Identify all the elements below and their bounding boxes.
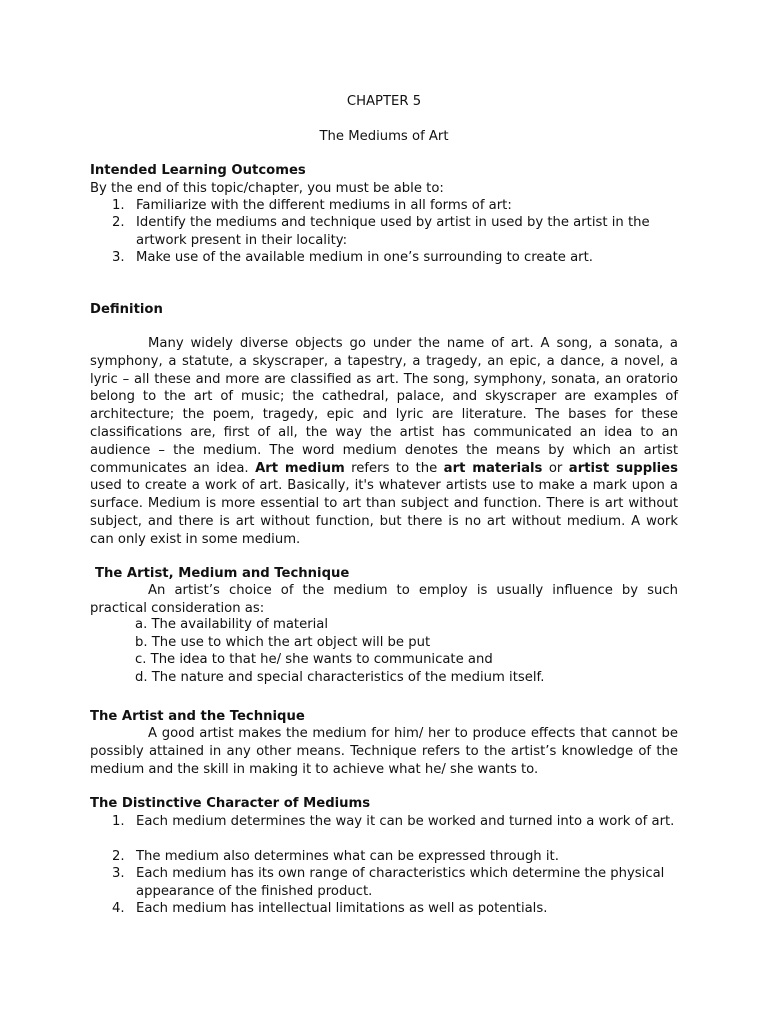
list-text: Each medium determines the way it can be worked and turned into a work of art. xyxy=(136,814,675,829)
at-paragraph: A good artist makes the medium for him/ her to produce effects that cannot be possibly attained in any other means. Technique refers to the artist’s knowledge of the medium and the skill in making it to achieve what he/ she wants to. xyxy=(90,726,678,777)
list-text: Familiarize with the different mediums in all forms of art: xyxy=(136,198,512,213)
list-number: 3. xyxy=(112,866,125,881)
list-number: 4. xyxy=(112,901,125,916)
definition-paragraph xyxy=(90,335,678,549)
text-run: used to create a work of art. Basically, it's whatever artists use to make a mark upon a surface. Medium is more essential to art than subject and function. There is art without subject, and there is art without function, but there is no art without medium. A work can only exist in some medium. xyxy=(90,478,678,547)
ilo-heading: Intended Learning Outcomes xyxy=(90,163,306,178)
amt-heading: The Artist, Medium and Technique xyxy=(95,566,350,581)
bold-term: Art medium xyxy=(255,460,345,476)
at-heading: The Artist and the Technique xyxy=(90,709,305,724)
list-number: 3. xyxy=(112,250,125,265)
list-item: b. The use to which the art object will be put xyxy=(135,635,431,650)
definition-heading: Definition xyxy=(90,302,163,317)
list-item: a. The availability of material xyxy=(135,617,329,632)
bold-term: art materials xyxy=(443,460,543,476)
list-text: Each medium has its own range of characteristics which determine the physical appearance of the finished product. xyxy=(136,866,665,899)
dcm-heading: The Distinctive Character of Mediums xyxy=(90,796,371,811)
text-run: refers to the xyxy=(344,460,444,476)
bold-term: artist supplies xyxy=(568,460,678,476)
page-title: The Mediums of Art xyxy=(319,129,449,144)
list-item: d. The nature and special characteristics of the medium itself. xyxy=(135,670,545,685)
list-text: Make use of the available medium in one’s surrounding to create art. xyxy=(136,250,593,265)
list-number: 2. xyxy=(112,215,125,230)
amt-intro: An artist’s choice of the medium to employ is usually influence by such practical consideration as: xyxy=(90,583,678,616)
list-item: c. The idea to that he/ she wants to communicate and xyxy=(135,652,493,667)
list-text: Each medium has intellectual limitations as well as potentials. xyxy=(136,901,548,916)
list-text: The medium also determines what can be expressed through it. xyxy=(136,849,559,864)
list-number: 1. xyxy=(112,198,125,213)
ilo-intro: By the end of this topic/chapter, you must be able to: xyxy=(90,181,444,196)
text-run: or xyxy=(542,460,569,476)
text-run: Many widely diverse objects go under the name of art. A song, a sonata, a symphony, a statute, a skyscraper, a tapestry, a tragedy, an epic, a dance, a novel, a lyric – all these and more are classified as art. The song, symphony, sonata, an oratorio belong to the art of music; the cathedral, palace, and skyscraper are examples of architecture; the poem, tragedy, epic and lyric are literature. The bases for these classifications are, first of all, the way the artist has communicated an idea to an audience – the medium. The word medium denotes the means by which an artist communicates an idea. xyxy=(90,336,678,476)
chapter-number: CHAPTER 5 xyxy=(346,94,422,109)
list-text: Identify the mediums and technique used by artist in used by the artist in the artwork present in their locality: xyxy=(136,215,650,248)
list-number: 1. xyxy=(112,814,125,829)
list-number: 2. xyxy=(112,849,125,864)
